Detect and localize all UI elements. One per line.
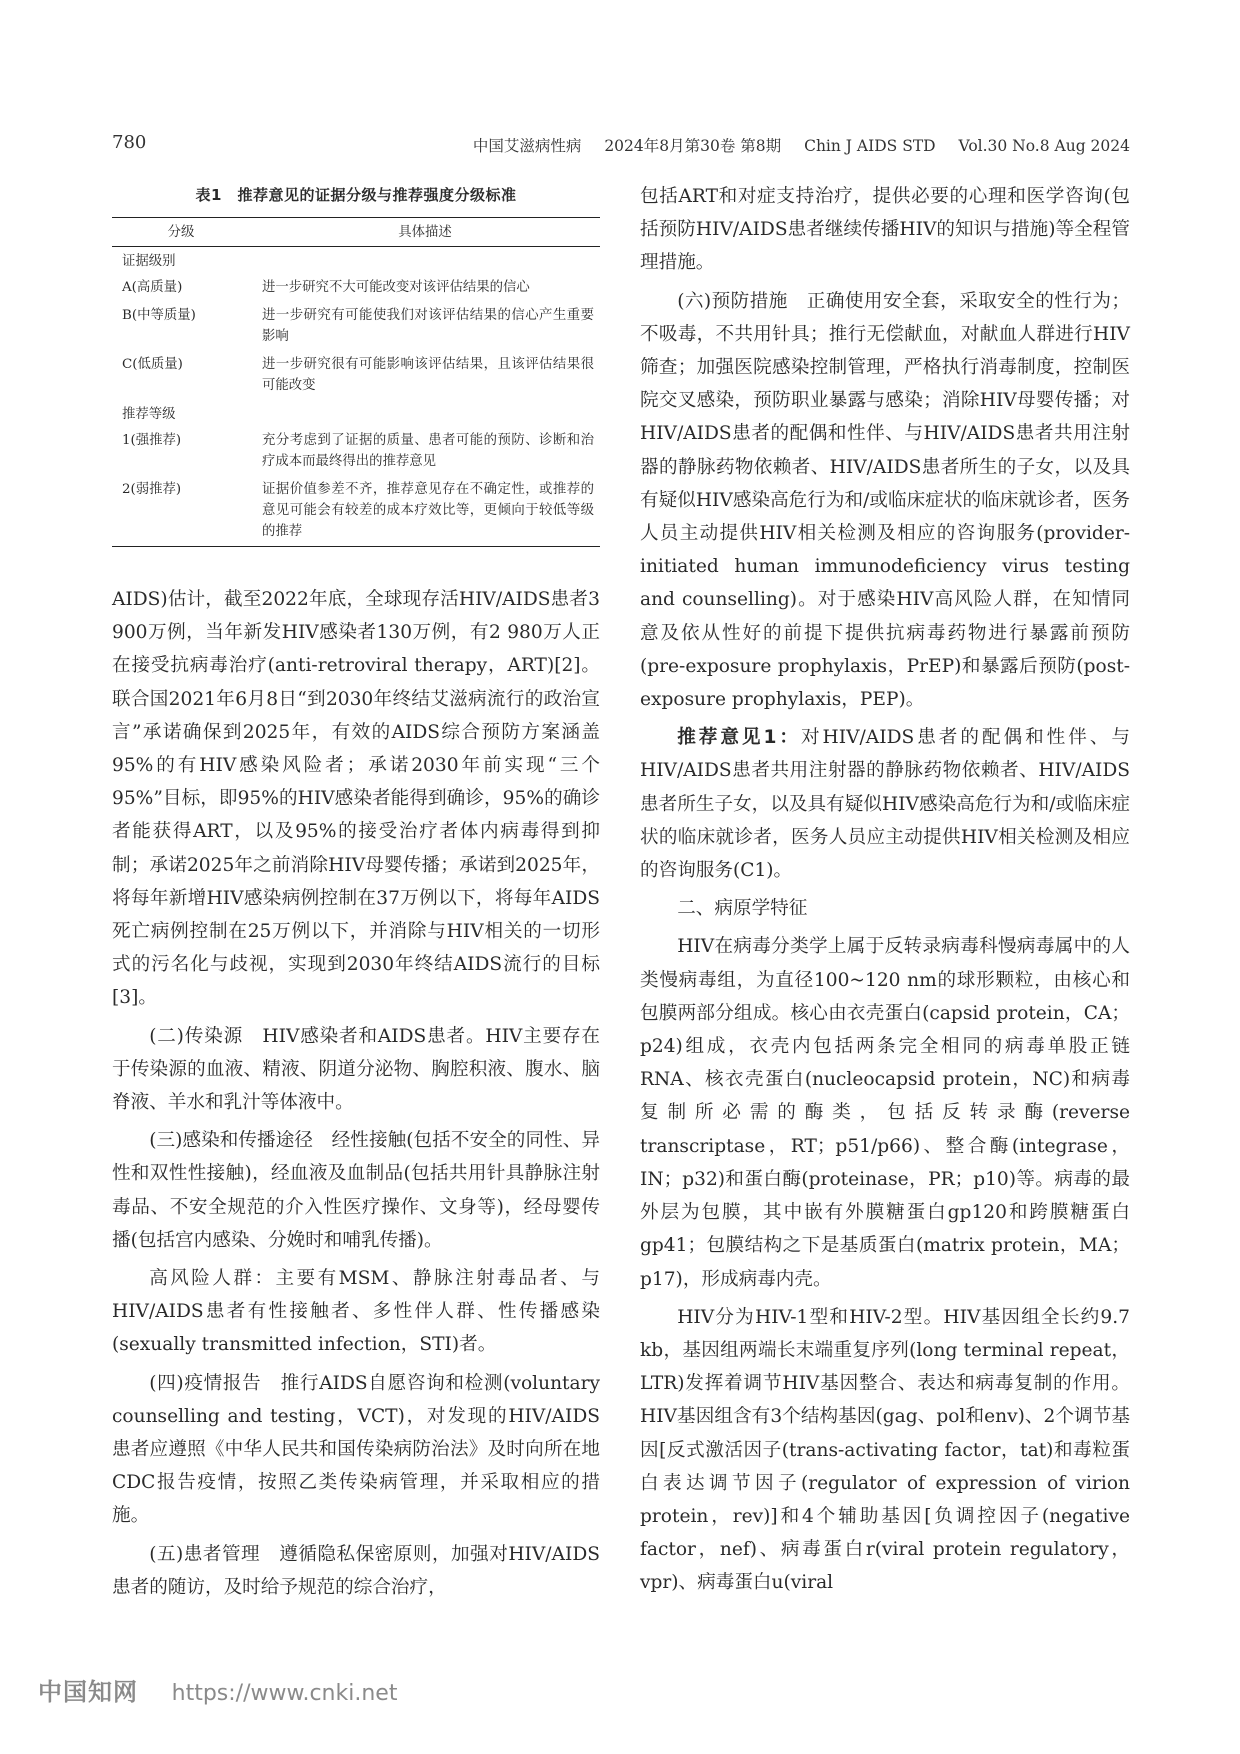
paragraph: (三)感染和传播途径 经性接触(包括不安全的同性、异性和双性性接触)，经血液及血制品(包括共用针具静脉注射毒品、不安全规范的介入性医疗操作、文身等)，经母婴传播(包括宫内感染、分娩时和哺乳传播)。 [112, 1130, 600, 1251]
table-row [112, 427, 600, 476]
table-group-recommendation: 推荐等级 [122, 407, 176, 422]
table-group-evidence: 证据级别 [122, 254, 176, 269]
evidence-grade-table [112, 217, 600, 547]
table-row [112, 274, 600, 302]
grade-cell: 1(强推荐) [122, 433, 182, 448]
table-row [112, 302, 600, 351]
journal-info [455, 134, 1130, 156]
desc-cell: 进一步研究有可能使我们对该评估结果的信心产生重要影响 [262, 308, 594, 344]
page-number: 780 [112, 132, 147, 153]
grade-cell: A(高质量) [122, 280, 183, 295]
issue-cn: 2024年8月第30卷 第8期 [604, 137, 782, 155]
paragraph: 包括ART和对症支持治疗，提供必要的心理和医学咨询(包括预防HIV/AIDS患者继续传播HIV的知识与措施)等全程管理措施。 [640, 186, 1130, 274]
table-row [112, 351, 600, 400]
recommendation-paragraph [640, 721, 1130, 887]
paragraph: (四)疫情报告 推行AIDS自愿咨询和检测(voluntary counselling and testing，VCT)，对发现的HIV/AIDS患者应遵照《中华人民共和国传染病防治法》及时向所在地CDC报告疫情，按照乙类传染病管理，并采取相应的措施。 [112, 1372, 600, 1527]
desc-cell: 充分考虑到了证据的质量、患者可能的预防、诊断和治疗成本而最终得出的推荐意见 [262, 433, 594, 469]
cnki-url[interactable]: https://www.cnki.net [171, 1681, 398, 1706]
right-column [640, 180, 1130, 1600]
recommendation-text: 对HIV/AIDS患者的配偶和性伴、与HIV/AIDS患者共用注射器的静脉药物依赖者、HIV/AIDS患者所生子女，以及具有疑似HIV感染高危行为和/或临床症状的临床就诊者，医务人员应主动提供HIV相关检测及相应的咨询服务(C1)。 [640, 727, 1130, 882]
issue-en: Vol.30 No.8 Aug 2024 [958, 137, 1130, 155]
journal-name-en: Chin J AIDS STD [804, 137, 936, 155]
desc-cell: 进一步研究不大可能改变对该评估结果的信心 [262, 280, 530, 295]
journal-name-cn: 中国艾滋病性病 [472, 137, 582, 155]
grade-cell: C(低质量) [122, 357, 183, 372]
cnki-logo: 中国知网 [38, 1678, 138, 1706]
paragraph: HIV分为HIV-1型和HIV-2型。HIV基因组全长约9.7 kb，基因组两端长末端重复序列(long terminal repeat，LTR)发挥着调节HIV基因整合、表达和病毒复制的作用。HIV基因组含有3个结构基因(gag、pol和env)、2个调节基因[反式激活因子(trans-activating factor，tat)和毒粒蛋白表达调节因子(regulator of expression of virion protein，rev)]和4个辅助基因[负调控因子(negative factor，nef)、病毒蛋白r(viral protein regulatory，vpr)、病毒蛋白u(viral [640, 1306, 1130, 1594]
paragraph: 高风险人群：主要有MSM、静脉注射毒品者、与HIV/AIDS患者有性接触者、多性伴人群、性传播感染(sexually transmitted infection，STI)者。 [112, 1268, 600, 1356]
table-row [112, 476, 600, 547]
evidence-grade-table-block [112, 184, 600, 547]
recommendation-label: 推荐意见1： [677, 727, 801, 749]
running-header [112, 132, 1130, 162]
desc-cell: 进一步研究很有可能影响该评估结果，且该评估结果很可能改变 [262, 357, 594, 393]
paragraph: AIDS)估计，截至2022年底，全球现存活HIV/AIDS患者3 900万例，当年新发HIV感染者130万例，有2 980万人正在接受抗病毒治疗(anti-retroviral therapy，ART)[2]。联合国2021年6月8日“到2030年终结艾滋病流行的政治宣言”承诺确保到2025年，有效的AIDS综合预防方案涵盖95%的有HIV感染风险者；承诺2030年前实现“三个95%”目标，即95%的HIV感染者能得到确诊，95%的确诊者能获得ART，以及95%的接受治疗者体内病毒得到抑制；承诺2025年之前消除HIV母婴传播；承诺到2025年，将每年新增HIV感染病例控制在37万例以下，将每年AIDS死亡病例控制在25万例以下，并消除与HIV相关的一切形式的污名化与歧视，实现到2030年终结AIDS流行的目标[3]。 [112, 589, 600, 1009]
paragraph: (五)患者管理 遵循隐私保密原则，加强对HIV/AIDS患者的随访，及时给予规范的综合治疗， [112, 1543, 600, 1598]
paragraph: HIV在病毒分类学上属于反转录病毒科慢病毒属中的人类慢病毒组，为直径100~120 nm的球形颗粒，由核心和包膜两部分组成。核心由衣壳蛋白(capsid protein，CA；p24)组成，衣壳内包括两条完全相同的病毒单股正链RNA、核衣壳蛋白(nucleocapsid protein，NC)和病毒复制所必需的酶类，包括反转录酶(reverse transcriptase，RT；p51/p66)、整合酶(integrase，IN；p32)和蛋白酶(proteinase，PR；p10)等。病毒的最外层为包膜，其中嵌有外膜糖蛋白gp120和跨膜糖蛋白gp41；包膜结构之下是基质蛋白(matrix protein，MA；p17)，形成病毒内壳。 [640, 936, 1130, 1290]
table-header-desc: 具体描述 [250, 218, 600, 247]
watermark-footer [38, 1672, 397, 1707]
paragraph: (六)预防措施 正确使用安全套，采取安全的性行为；不吸毒，不共用针具；推行无偿献血，对献血人群进行HIV筛查；加强医院感染控制管理，严格执行消毒制度，控制医院交叉感染，预防职业暴露与感染；消除HIV母婴传播；对HIV/AIDS患者的配偶和性伴、与HIV/AIDS患者共用注射器的静脉药物依赖者、HIV/AIDS患者所生的子女，以及具有疑似HIV感染高危行为和/或临床症状的临床就诊者，医务人员主动提供HIV相关检测及相应的咨询服务(provider-initiated human immunodeficiency virus testing and counselling)。对于感染HIV高风险人群，在知情同意及依从性好的前提下提供抗病毒药物进行暴露前预防(pre-exposure prophylaxis，PrEP)和暴露后预防(post-exposure prophylaxis，PEP)。 [640, 290, 1130, 711]
table-caption: 表1 推荐意见的证据分级与推荐强度分级标准 [195, 186, 517, 204]
left-column [112, 583, 600, 1604]
grade-cell: B(中等质量) [122, 308, 196, 323]
table-header-grade: 分级 [112, 218, 250, 247]
desc-cell: 证据价值参差不齐，推荐意见存在不确定性，或推荐的意见可能会有较差的成本疗效比等，更倾向于较低等级的推荐 [250, 476, 600, 547]
section-heading: 二、病原学特征 [677, 898, 808, 920]
grade-cell: 2(弱推荐) [112, 476, 250, 547]
paragraph: (二)传染源 HIV感染者和AIDS患者。HIV主要存在于传染源的血液、精液、阴道分泌物、胸腔积液、腹水、脑脊液、羊水和乳汁等体液中。 [112, 1025, 600, 1114]
